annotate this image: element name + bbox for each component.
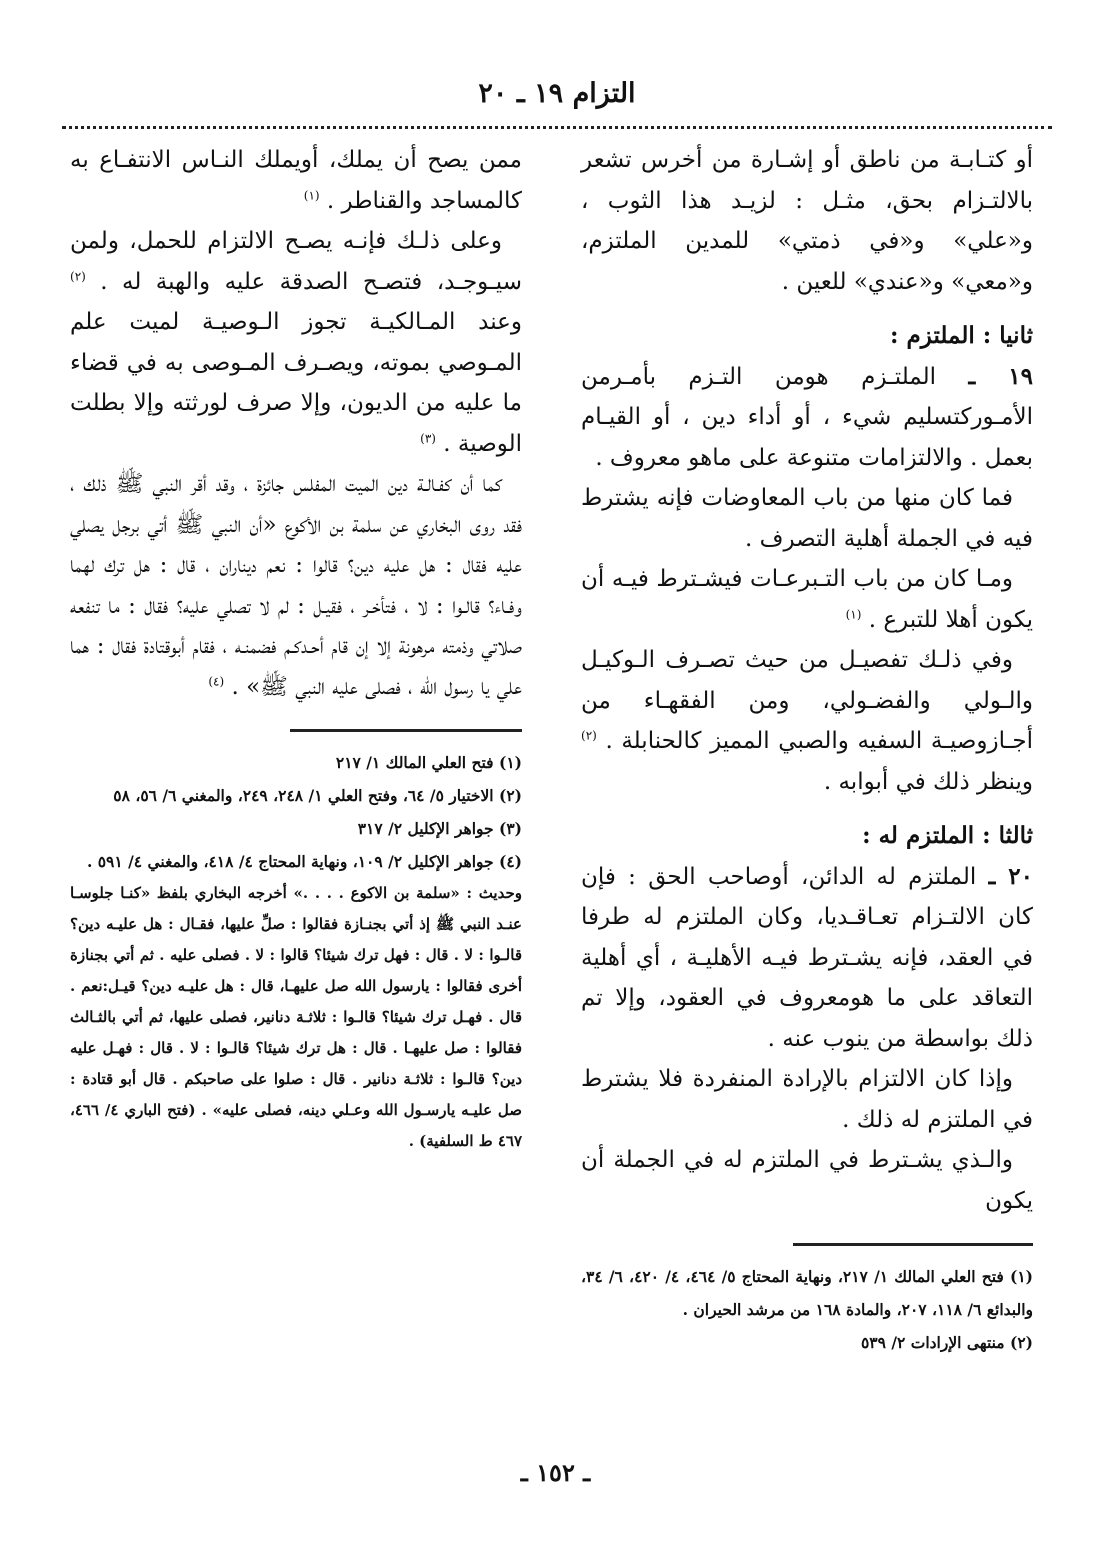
paragraph: فما كان منها من باب المعاوضات فإنه يشترط فيه في الجملة أهلية التصرف .: [581, 485, 1033, 552]
running-title: التزام ١٩ ـ ٢٠: [478, 78, 636, 109]
paragraph: وإذا كان الالتزام بالإرادة المنفردة فلا يشترط في الملتزم له ذلك .: [581, 1066, 1033, 1133]
right-column-body: [581, 140, 1033, 1221]
paragraph-text: وينظر ذلك في أبوابه .: [823, 768, 1033, 795]
footnote-separator: [793, 1243, 1033, 1246]
paragraph-text: وعلى ذلـك فإنـه يصـح الالتزام للحمل، ولمن سيـوجـد، فتصـح الصدقة عليه والهبة له .: [70, 228, 522, 295]
left-column: [70, 140, 522, 1157]
paragraph: [581, 559, 1033, 640]
footnote-ref: (٢): [70, 268, 86, 283]
paragraph-text: ومـا كان من باب التـبرعـات فيشـترط فيـه أن يكون أهلا للتبرع .: [581, 566, 1033, 633]
section-heading-third: ثالثا : الملتزم له :: [862, 822, 1033, 849]
hadith-note: وحديث : «سلمة بن الاكوع . . . .» أخرجه البخاري بلفظ «كنـا جلوسـا عنـد النبي ﷺ إذ أتي بجنـازة فقالوا : صلِّ عليها، فقـال : هل عليـه دين؟ قالـوا : لا . قال : فهل ترك شيئا؟ قالوا : لا . فصلى عليه . ثم أتي بجنازة أخرى فقالوا : يارسول الله صل عليهـا، قال : هل عليـه دين؟ قيـل:نعم . قال . فهـل ترك شيئا؟ قالـوا : ثلاثـة دنانير، فصلى عليها، ثم أتي بالثـالث فقالوا : صل عليهـا . قال : هل ترك شيئا؟ قالـوا : لا . قال : فهـل عليه دين؟ قالـوا : ثلاثـة دنانير . قال : صلوا على صاحبكم . قال أبو قتادة : صل عليـه يارسـول الله وعـلي دينه، فصلى عليه» . (فتح الباري ٤/ ٤٦٦، ٤٦٧ ط السلفية) .: [70, 884, 523, 1150]
footnote: (٢) منتهى الإرادات ٢/ ٥٣٩: [860, 1333, 1033, 1352]
footnote: (٤) جواهر الإكليل ٢/ ١٠٩، ونهاية المحتاج ٤/ ٤١٨، والمغني ٤/ ٥٩١ .: [86, 852, 522, 871]
footnote: (١) فتح العلي المالك ١/ ٢١٧، ونهاية المحتاج ٥/ ٤٦٤، ٤/ ٤٢٠، ٦/ ٣٤، والبدائع ٦/ ١١٨، ٢٠٧، والمادة ١٦٨ من مرشد الحيران .: [581, 1267, 1033, 1319]
right-column: [581, 140, 1033, 1359]
paragraph: [70, 464, 522, 707]
paragraph-text: كما أن كفـالـة دين الميت المفلس جائزة ، وقد أقر النبي ﷺ ذلك ، فقد روى البخاري عن سلمة بن الأكوع «أن النبي ﷺ أتي برجل يصلي عليه فقال : هل عليه دين؟ قالوا : نعم ديناران ، قال : هل ترك لهما وفـاء؟ قالـوا : لا ، فتأخـر ، فقيـل : لم لا تصلي عليه؟ فقال : ما تنفعه صلاتي وذمته مرهونة إلا إن قام أحـدكـم فضمنـه ، فقام أبوقتادة فقال : هما علي يا رسول الله ، فصلى عليه النبي ﷺ» .: [70, 471, 522, 700]
clause-number: ٢٠ ـ: [988, 862, 1034, 890]
paragraph: والـذي يشـترط في الملتزم له في الجملة أن يكون: [581, 1147, 1033, 1214]
left-footnotes: [70, 746, 522, 1157]
section-heading-second: ثانيا : الملتزم :: [890, 322, 1033, 349]
paragraph: أو كتـابـة من ناطق أو إشـارة من أخرس تشعر بالالتـزام بحق، مثـل : لزيـد هذا الثوب ، و«علي» و«في ذمتي» للمدين الملتزم، و«معي» و«عندي» للعين .: [581, 147, 1033, 295]
paragraph: [581, 640, 1033, 802]
footnote: (٢) الاختيار ٥/ ٦٤، وفتح العلي ١/ ٢٤٨، ٢٤٩، والمغني ٦/ ٥٦، ٥٨: [113, 786, 522, 805]
paragraph-20: [581, 857, 1033, 1060]
footnote: (٣) جواهر الإكليل ٢/ ٣١٧: [357, 819, 522, 838]
footnote-ref: (١): [303, 187, 320, 202]
footnote-ref: (٤): [208, 673, 225, 688]
footnote-ref: (٣): [420, 430, 436, 445]
paragraph-text: وعند المـالكيـة تجوز الـوصيـة لميت علم المـوصي بموته، ويصـرف المـوصى به في قضاء ما عليه من الديون، وإلا صرف لورثته وإلا بطلت الوصية .: [70, 309, 522, 457]
clause-number: ١٩ ـ: [968, 362, 1034, 390]
paragraph: [70, 140, 522, 221]
footnote-ref: (٢): [581, 728, 597, 743]
paragraph-text: الملتـزم هومن التـزم بأمـرمن الأمـوركتسليم شيء ، أو أداء دين ، أو القيـام بعمل . والالتزامات متنوعة على ماهو معروف .: [581, 363, 1033, 471]
page-number: ـ ١٥٢ ـ: [520, 1458, 591, 1487]
left-column-body: [70, 140, 522, 707]
right-footnotes: [581, 1260, 1033, 1359]
footnote-separator: [290, 729, 522, 732]
paragraph: [70, 221, 522, 464]
paragraph-text: وفي ذلـك تفصيـل من حيث تصـرف الـوكيـل والـولي والفضـولي، ومن الفقهـاء من أجـازوصيـة السفيه والصبي المميز كالحنابلة .: [581, 647, 1033, 754]
footnote: (١) فتح العلي المالك ١/ ٢١٧: [335, 753, 522, 772]
paragraph-text: ممن يصح أن يملك، أويملك النـاس الانتفـاع به كالمساجد والقناطر .: [70, 147, 522, 214]
page-header: [62, 70, 1052, 129]
footnote-ref: (١): [845, 606, 862, 621]
paragraph-text: الملتزم له الدائن، أوصاحب الحق : فإن كان الالتـزام تعـاقـديا، وكان الملتزم له طرفا في العقد، فإنه يشـترط فيـه الأهليـة ، أي أهلية التعاقد على ما هومعروف في العقود، وإلا تم ذلك بواسطة من ينوب عنه .: [581, 863, 1033, 1052]
paragraph-19: [581, 357, 1033, 479]
